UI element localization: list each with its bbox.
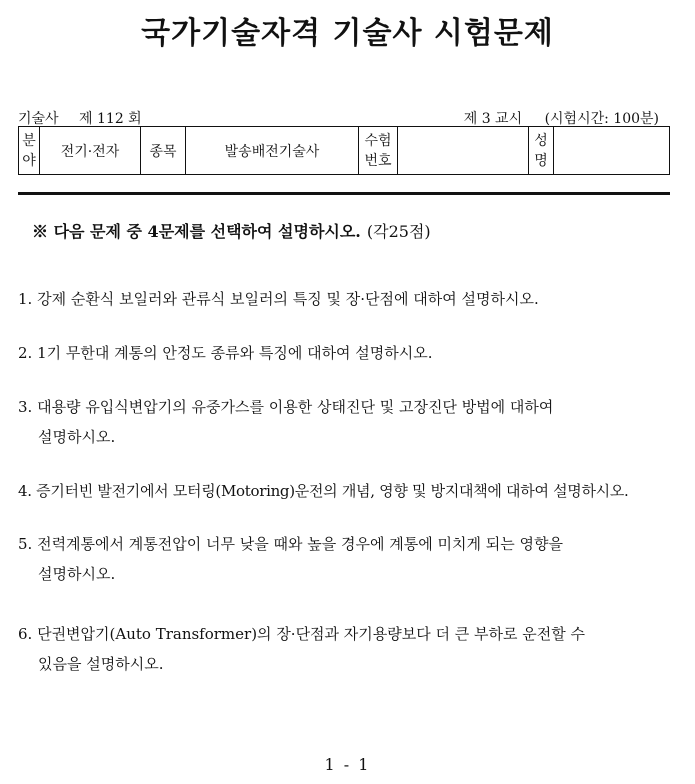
question-item [18,392,673,452]
question-text: 5. 전력계통에서 계통전압이 너무 낮을 때와 높을 경우에 계통에 미치게 되는 영향을 [18,535,563,553]
name-field[interactable] [554,127,670,175]
page-number: 1 - 1 [324,755,371,774]
question-text: 4. 증기터빈 발전기에서 모터링(Motoring)운전의 개념, 영향 및 방지대책에 대하여 설명하시오. [18,482,629,500]
name-label-line2: 명 [534,152,548,169]
question-text-continued: 설명하시오. [38,428,116,446]
exam-info-table [18,126,670,175]
exam-number-label-line1: 수험 [364,132,392,149]
question-text: 6. 단권변압기(Auto Transformer)의 장·단점과 자기용량보다 더 큰 부하로 운전할 수 [18,625,586,643]
field-value-cell: 전기·전자 [40,127,141,175]
question-item [18,529,673,589]
question-item [18,476,673,506]
name-label-line1: 성 [534,132,548,149]
question-item [18,338,673,368]
exam-period-info [464,108,659,128]
exam-number-label-cell [359,127,398,175]
instruction-points: (각25점) [366,222,431,241]
header-divider [18,192,670,195]
instruction [32,219,431,242]
exam-number-label-line2: 번호 [364,152,392,169]
exam-title: 국가기술자격 기술사 시험문제 [141,16,554,51]
question-text: 3. 대용량 유입식변압기의 유중가스를 이용한 상태진단 및 고장진단 방법에 대하여 [18,398,554,416]
session-number: 제 112 회 [79,111,142,127]
time-limit-label: (시험시간: 100분) [544,111,659,127]
field-label-line2: 야 [22,152,36,169]
name-label-cell [529,127,554,175]
field-label-cell [19,127,40,175]
instruction-text: ※ 다음 문제 중 4문제를 선택하여 설명하시오. [32,222,361,241]
field-label-line1: 분 [22,132,36,149]
category-type-label: 기술사 [18,111,59,127]
question-text-continued: 설명하시오. [38,565,116,583]
question-item [18,284,673,314]
category-value-cell: 발송배전기술사 [186,127,359,175]
exam-session-info [18,108,148,128]
question-text: 2. 1기 무한대 계통의 안정도 종류와 특징에 대하여 설명하시오. [18,344,433,362]
question-text-continued: 있음을 설명하시오. [38,655,164,673]
exam-number-field[interactable] [398,127,529,175]
period-label: 제 3 교시 [463,111,523,127]
question-text: 1. 강제 순환식 보일러와 관류식 보일러의 특징 및 장·단점에 대하여 설명하시오. [18,290,539,308]
category-label-cell: 종목 [141,127,186,175]
question-item [18,619,673,679]
